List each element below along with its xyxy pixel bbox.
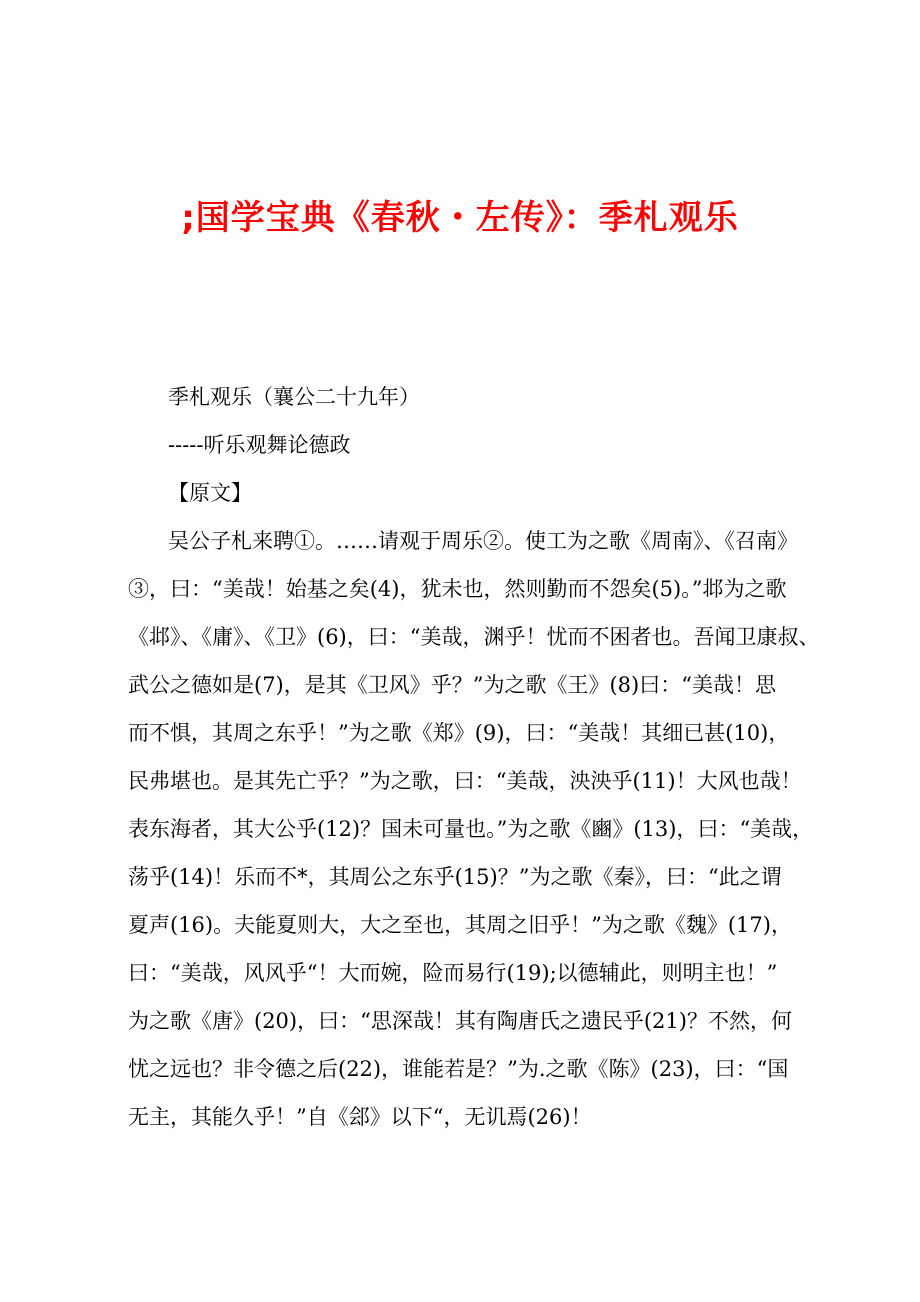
text-line: 吴公子札来聘①。……请观于周乐②。使工为之歌《周南》、《召南》 [168, 529, 798, 553]
text-line: 夏声(16)。夫能夏则大，大之至也，其周之旧乎！”为之歌《魏》(17)， [128, 913, 792, 937]
text-line: ③，曰：“美哉！始基之矣(4)，犹未也，然则勤而不怨矣(5)。”邶为之歌 [128, 577, 787, 601]
text-line: 无主，其能久乎！”自《郐》以下“，无讥焉(26)！ [128, 1105, 592, 1129]
section-subtitle: -----听乐观舞论德政 [168, 433, 351, 457]
text-line: 而不惧，其周之东乎！”为之歌《郑》(9)，曰：“美哉！其细已甚(10)， [128, 721, 790, 745]
text-line: 表东海者，其大公乎(12)？国未可量也。”为之歌《豳》(13)，曰：“美哉， [128, 817, 814, 841]
text-line: 忧之远也？非令德之后(22)，谁能若是？”为.之歌《陈》(23)，曰：“国 [128, 1057, 789, 1081]
text-line: 曰：“美哉，风风乎“！大而婉，险而易行(19);以德辅此，则明主也！” [128, 961, 778, 985]
document-title: ;国学宝典《春秋・左传》：季札观乐 [181, 198, 739, 238]
document-body [128, 373, 833, 1141]
text-line: 《邶》、《庸》、《卫》(6)，曰：“美哉，渊乎！忧而不困者也。吾闻卫康叔、 [128, 625, 820, 649]
text-line: 民弗堪也。是其先亡乎？”为之歌，曰：“美哉，泱泱乎(11)！大风也哉！ [128, 769, 802, 793]
section-heading: 季札观乐（襄公二十九年） [168, 385, 420, 409]
text-line: 荡乎(14)！乐而不*，其周公之东乎(15)？”为之歌《秦》，曰：“此之谓 [128, 865, 782, 889]
text-line: 武公之德如是(7)，是其《卫风》乎？”为之歌《王》(8)曰：“美哉！思 [128, 673, 776, 697]
text-line: 为之歌《唐》(20)，曰：“思深哉！其有陶唐氏之遗民乎(21)？不然，何 [128, 1009, 792, 1033]
original-text-label: 【原文】 [168, 481, 252, 505]
